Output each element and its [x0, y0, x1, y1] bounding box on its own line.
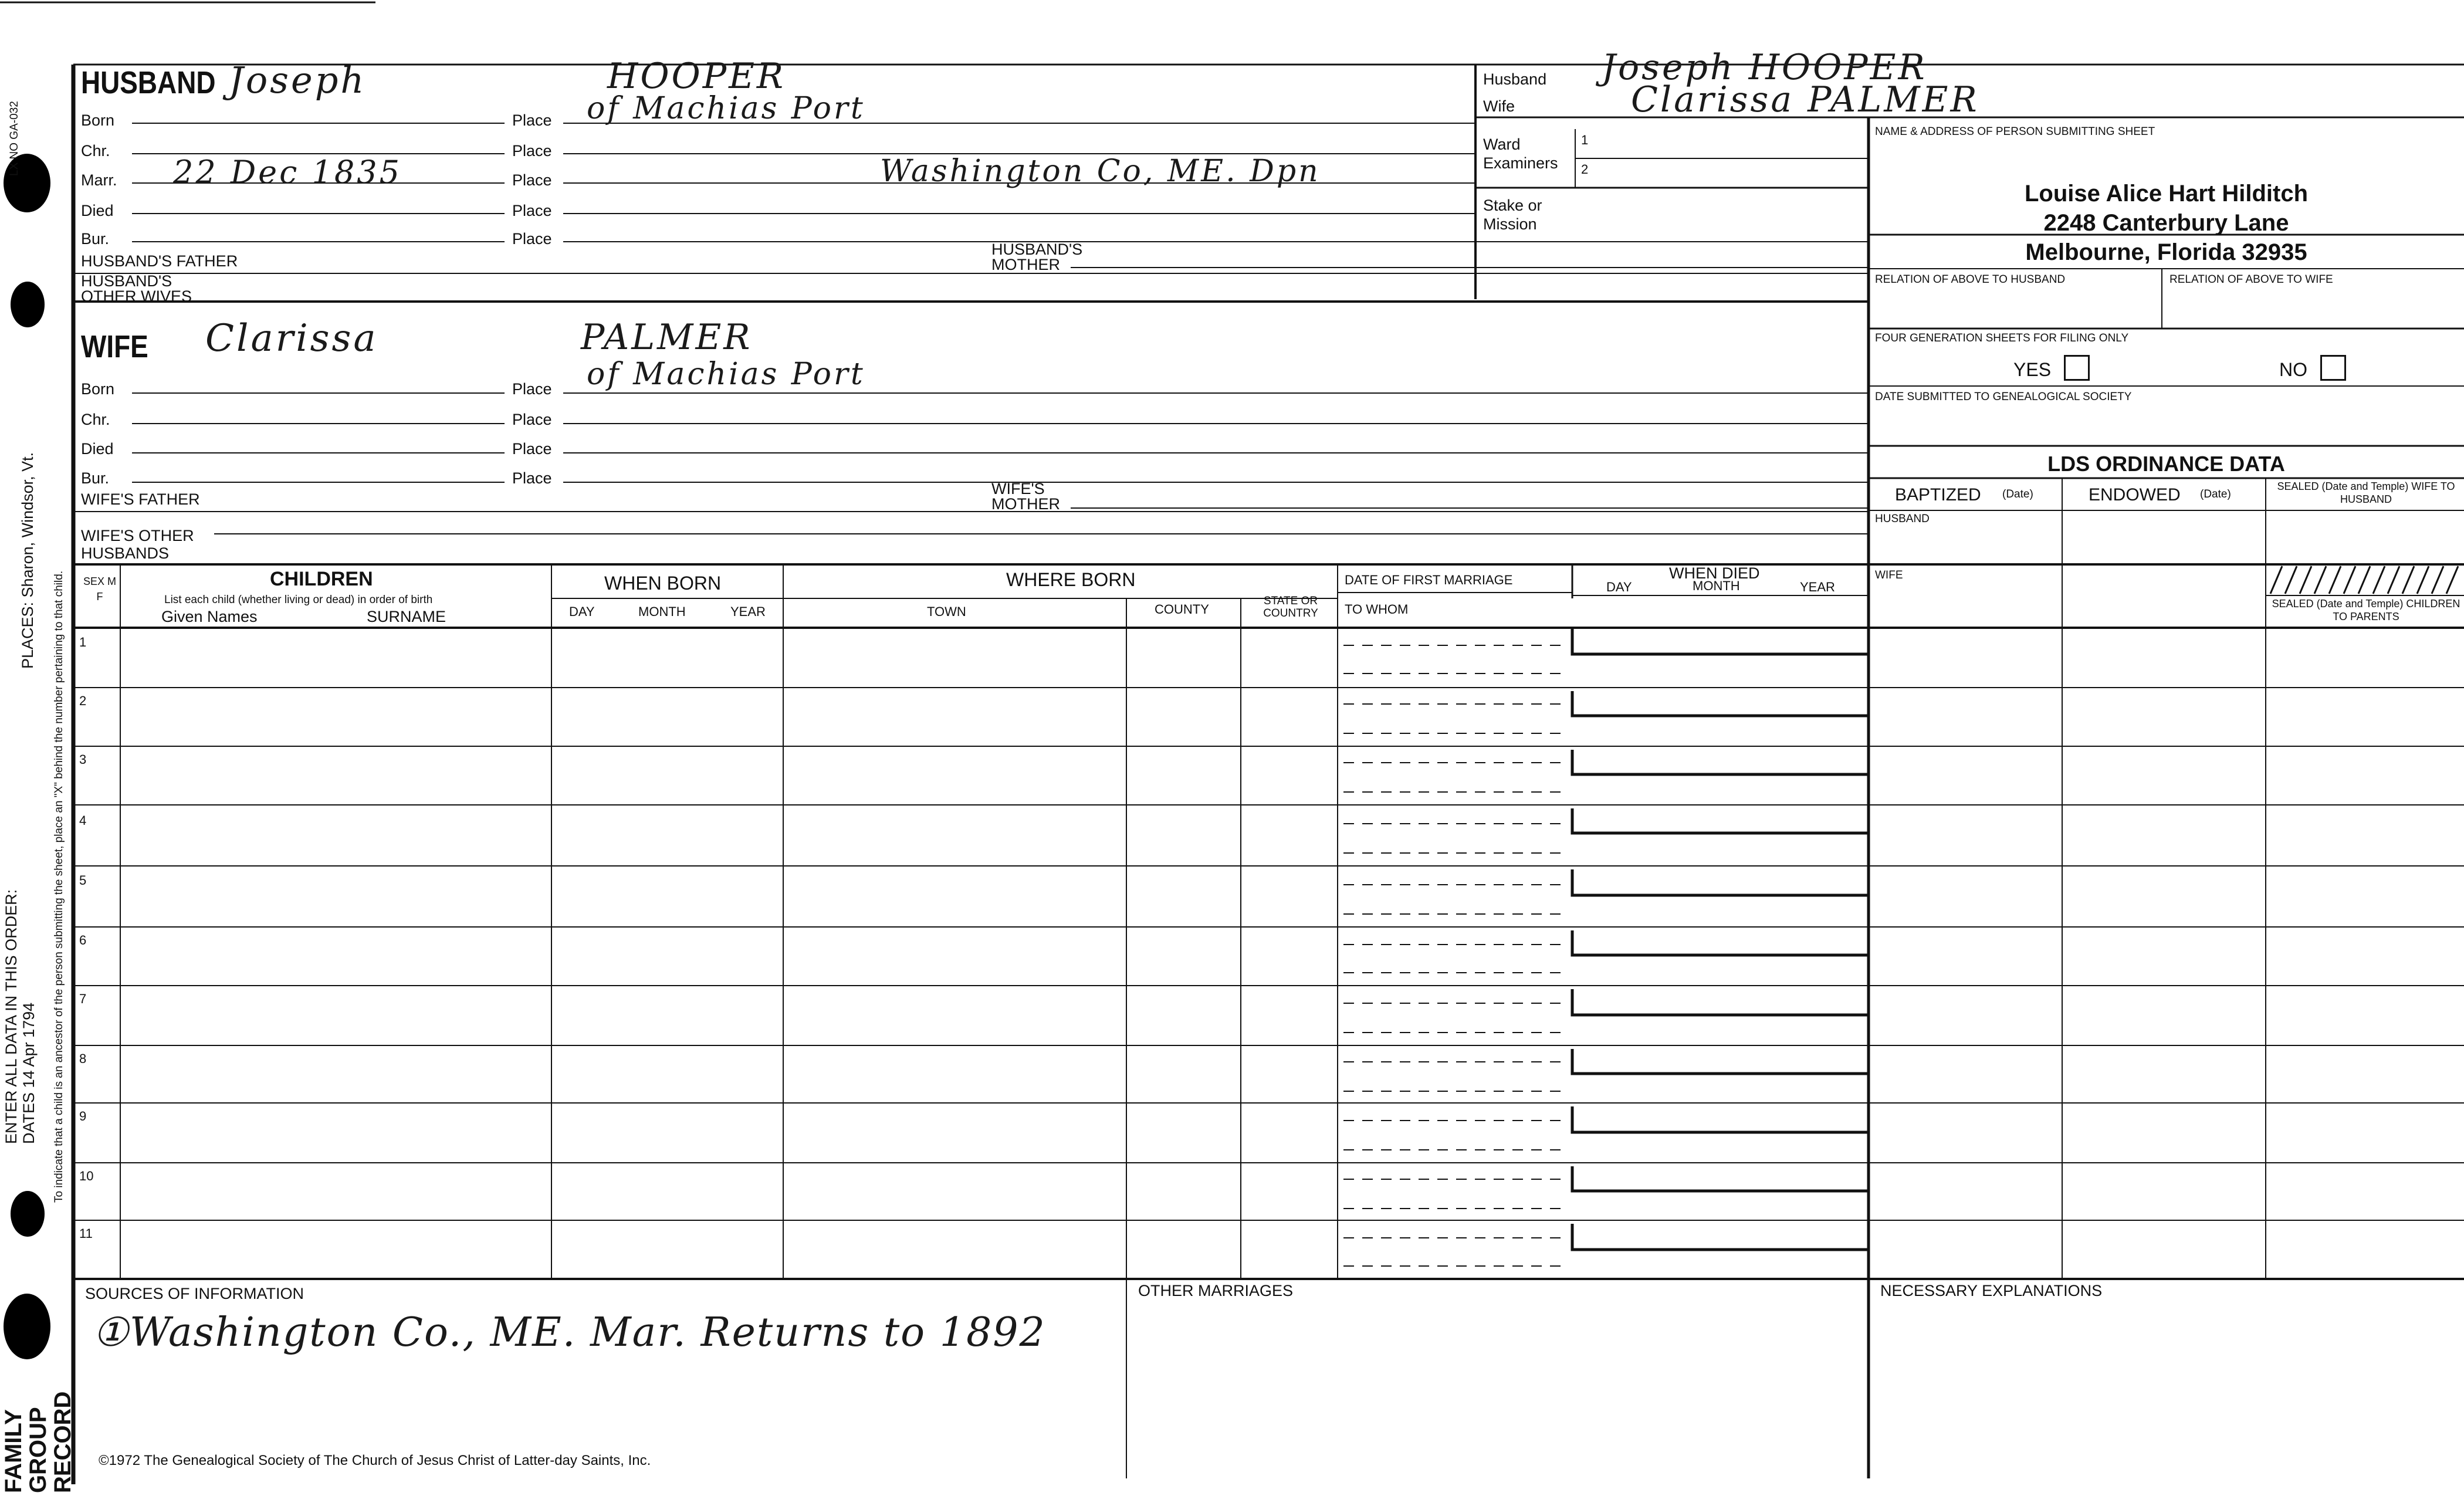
husband-bur-label: Bur.: [81, 230, 110, 248]
child-row-number: 8: [79, 1051, 87, 1066]
when-died-label: WHEN DIED: [1669, 564, 1760, 582]
yes-label: YES: [2013, 359, 2052, 380]
ward-husband-value[interactable]: Joseph HOOPER: [1602, 47, 1927, 88]
endowed-date-label: (Date): [2200, 488, 2231, 500]
born-day-label: DAY: [569, 604, 595, 619]
four-gen-label: FOUR GENERATION SHEETS FOR FILING ONLY: [1875, 332, 2129, 344]
no-checkbox[interactable]: [2320, 355, 2346, 381]
submitter-name: Louise Alice Hart Hilditch: [2024, 181, 2309, 207]
husband-marr-place-label: Place: [512, 171, 552, 189]
other-marriages-label: OTHER MARRIAGES: [1138, 1282, 1294, 1299]
submitter-city: Melbourne, Florida 32935: [2025, 239, 2307, 265]
when-born-label: WHEN BORN: [604, 573, 722, 594]
no-label: NO: [2279, 359, 2307, 380]
husband-born-place[interactable]: of Machias Port: [587, 91, 865, 126]
side-places: PLACES: Sharon, Windsor, Vt.: [19, 452, 36, 669]
husband-mother-label: HUSBAND'S MOTHER: [991, 241, 1083, 273]
wife-father-label: WIFE'S FATHER: [81, 490, 200, 508]
ward-wife-label: Wife: [1483, 97, 1515, 115]
husband-chr-place-label: Place: [512, 142, 552, 160]
county-label: COUNTY: [1155, 602, 1209, 617]
husband-heading: HUSBAND: [81, 65, 216, 100]
husband-marr-place[interactable]: Washington Co, ME. Dpn: [880, 154, 1321, 189]
ward-examiner-2: 2: [1581, 162, 1589, 177]
wife-surname[interactable]: PALMER: [581, 317, 753, 358]
punch-hole: [4, 1294, 50, 1359]
endowed-label: ENDOWED: [2089, 485, 2181, 505]
wife-bur-place-label: Place: [512, 469, 552, 487]
ward-examiners-label: Ward Examiners: [1483, 136, 1558, 172]
died-month-label: MONTH: [1693, 578, 1740, 593]
died-day-label: DAY: [1606, 580, 1632, 594]
child-row-number: 11: [79, 1226, 93, 1241]
husband-marr-label: Marr.: [81, 171, 117, 189]
relation-wife-label: RELATION OF ABOVE TO WIFE: [2169, 273, 2333, 286]
copyright: ©1972 The Genealogical Society of The Church of Jesus Christ of Latter-day Saints, Inc.: [99, 1453, 651, 1468]
husband-chr-label: Chr.: [81, 142, 110, 160]
wife-other-husbands-label: WIFE'S OTHER HUSBANDS: [81, 527, 194, 562]
sex-label: SEX M F: [83, 576, 116, 603]
to-whom-label: TO WHOM: [1345, 602, 1409, 617]
date-submitted-label: DATE SUBMITTED TO GENEALOGICAL SOCIETY: [1875, 391, 2132, 403]
husband-bur-place-label: Place: [512, 230, 552, 248]
wife-chr-place-label: Place: [512, 411, 552, 428]
child-row-number: 2: [79, 693, 87, 708]
submitter-street: 2248 Canterbury Lane: [2043, 210, 2289, 236]
child-row-number: 6: [79, 933, 87, 947]
sealed-children-label: SEALED (Date and Temple) CHILDREN TO PARENTS: [2272, 598, 2460, 622]
wife-given-name[interactable]: Clarissa: [205, 317, 378, 360]
child-row-number: 5: [79, 873, 87, 888]
born-year-label: YEAR: [730, 604, 766, 619]
where-born-label: WHERE BORN: [1006, 569, 1136, 590]
wife-mother-label: WIFE'S MOTHER: [991, 480, 1060, 513]
sources-label: SOURCES OF INFORMATION: [85, 1285, 304, 1302]
husband-died-place-label: Place: [512, 202, 552, 219]
side-note: To indicate that a child is an ancestor of the person submitting the sheet, place an "X" behind the number pertaining to that child.: [53, 570, 65, 1203]
punch-hole: [11, 282, 45, 327]
wife-born-place-label: Place: [512, 380, 552, 398]
side-dates: DATES 14 Apr 1794: [20, 1002, 38, 1144]
wife-died-place-label: Place: [512, 440, 552, 458]
form-title: FAMILY GROUP RECORD: [1, 1391, 76, 1493]
husband-marr-date[interactable]: 22 Dec 1835: [173, 154, 402, 191]
wife-chr-label: Chr.: [81, 411, 110, 428]
husband-given-name[interactable]: Joseph: [229, 59, 367, 101]
husband-born-label: Born: [81, 111, 115, 129]
born-month-label: MONTH: [638, 604, 686, 619]
relation-husband-label: RELATION OF ABOVE TO HUSBAND: [1875, 273, 2066, 286]
wife-born-label: Born: [81, 380, 115, 398]
explanations-label: NECESSARY EXPLANATIONS: [1880, 1282, 2103, 1299]
died-year-label: YEAR: [1800, 580, 1835, 594]
husband-surname[interactable]: HOOPER: [607, 56, 786, 97]
stake-mission-label: Stake or Mission: [1483, 197, 1542, 233]
yes-checkbox[interactable]: [2064, 355, 2090, 381]
wife-born-place[interactable]: of Machias Port: [587, 357, 865, 392]
state-country-label: STATE OR COUNTRY: [1263, 595, 1318, 620]
husband-died-label: Died: [81, 202, 114, 219]
lds-title: LDS ORDINANCE DATA: [2047, 452, 2285, 476]
first-marriage-label: DATE OF FIRST MARRIAGE: [1345, 573, 1513, 587]
ward-wife-value[interactable]: Clarissa PALMER: [1631, 79, 1979, 120]
punch-hole: [11, 1191, 45, 1237]
baptized-date-label: (Date): [2002, 488, 2033, 500]
wife-heading: WIFE: [81, 329, 148, 364]
submitter-address: [1869, 179, 2464, 267]
wife-bur-label: Bur.: [81, 469, 110, 487]
wife-died-label: Died: [81, 440, 114, 458]
husband-father-label: HUSBAND'S FATHER: [81, 252, 238, 270]
ward-husband-label: Husband: [1483, 70, 1547, 88]
child-row-number: 7: [79, 991, 87, 1006]
ward-examiner-1: 1: [1581, 133, 1589, 147]
husband-born-place-label: Place: [512, 111, 552, 129]
husband-other-wives-label: HUSBAND'S OTHER WIVES: [81, 272, 192, 305]
children-instruction: List each child (whether living or dead) in order of birth: [164, 594, 433, 606]
child-row-number: 9: [79, 1109, 87, 1123]
submitter-label: NAME & ADDRESS OF PERSON SUBMITTING SHEET: [1875, 126, 2155, 138]
side-enter-order: ENTER ALL DATA IN THIS ORDER:: [2, 889, 20, 1144]
child-row-number: 1: [79, 635, 87, 649]
lds-husband-label: HUSBAND: [1875, 513, 1930, 525]
sealed-wife-label: SEALED (Date and Temple) WIFE TO HUSBAND: [2277, 480, 2455, 505]
given-names-label: Given Names: [161, 608, 258, 625]
lds-wife-label: WIFE: [1875, 569, 1903, 581]
child-row-number: 3: [79, 752, 87, 767]
child-row-number: 10: [79, 1169, 94, 1183]
sources-value[interactable]: ①Washington Co., ME. Mar. Returns to 1892: [93, 1309, 1046, 1356]
baptized-label: BAPTIZED: [1895, 485, 1981, 505]
surname-label: SURNAME: [367, 608, 446, 625]
children-title: CHILDREN: [270, 568, 373, 590]
form-code: LX NO GA-032: [8, 101, 21, 176]
town-label: TOWN: [927, 604, 966, 619]
child-row-number: 4: [79, 813, 87, 828]
